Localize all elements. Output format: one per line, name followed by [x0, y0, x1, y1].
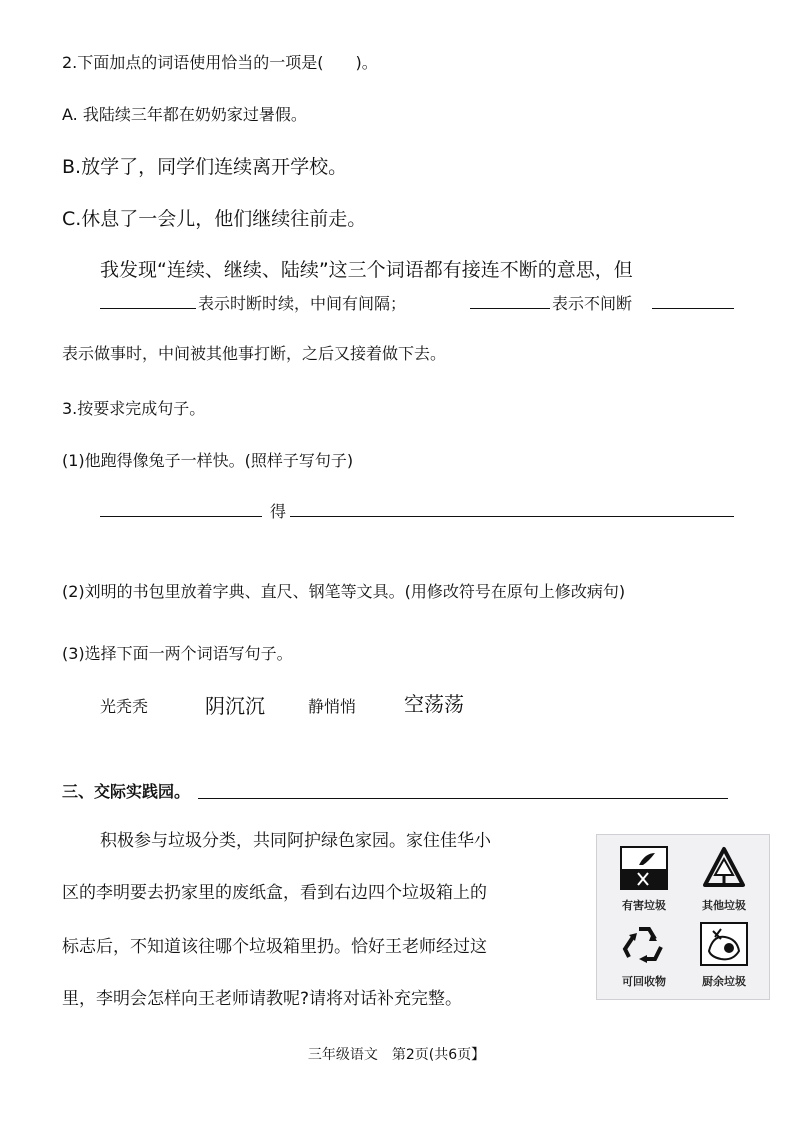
discovery-line1: 我发现“连续、继续、陆续”这三个词语都有接连不断的意思，但: [100, 259, 633, 281]
word-3: 静悄悄: [308, 697, 357, 716]
sign-other: [687, 845, 761, 913]
discovery-mid1: 表示时断时续，中间有间隔；: [198, 294, 407, 313]
para-line3: 标志后，不知道该往哪个垃圾箱里扔。恰好王老师经过这: [62, 937, 487, 957]
sign-hazardous-label: 有害垃圾: [622, 899, 666, 912]
q3-title: 3.按要求完成句子。: [62, 399, 206, 418]
section3-heading: 三、交际实践园。: [62, 782, 191, 801]
discovery-mid2: 表示不间断: [552, 294, 633, 313]
item1-blank-right[interactable]: [290, 516, 734, 517]
sign-recyclable: [607, 921, 681, 989]
q2-option-b: B.放学了，同学们连续离开学校。: [62, 156, 348, 178]
q2-option-c: C.休息了一会儿，他们继续往前走。: [62, 208, 367, 230]
sign-other-label: 其他垃圾: [702, 899, 746, 912]
section3-rule: [198, 798, 728, 799]
para-line2: 区的李明要去扔家里的废纸盒，看到右边四个垃圾箱上的: [62, 883, 487, 903]
q2-option-a: A. 我陆续三年都在奶奶家过暑假。: [62, 105, 307, 124]
item1-mid: 得: [270, 502, 287, 521]
blank-3[interactable]: [652, 308, 734, 309]
sign-kitchen-label: 厨余垃圾: [702, 975, 746, 988]
word-4: 空荡荡: [404, 692, 464, 716]
item1-blank-left[interactable]: [100, 516, 262, 517]
sign-hazardous: [607, 845, 681, 913]
word-1: 光秃秃: [100, 697, 149, 716]
hazardous-waste-icon: [619, 845, 669, 891]
waste-sign-panel: [596, 834, 770, 1000]
other-waste-icon: [699, 845, 749, 891]
para-line4: 里，李明会怎样向王老师请教呢?请将对话补充完整。: [62, 989, 463, 1009]
kitchen-waste-icon: [699, 921, 749, 967]
q3-item3: (3)选择下面一两个词语写句子。: [62, 644, 293, 663]
q2-question: 2.下面加点的词语使用恰当的一项是( )。: [62, 53, 378, 72]
recycle-icon: [619, 921, 669, 967]
page-footer: 三年级语文 第2页(共6页】: [307, 1047, 486, 1063]
discovery-line3: 表示做事时，中间被其他事打断，之后又接着做下去。: [62, 344, 447, 363]
q3-item1: (1)他跑得像兔子一样快。(照样子写句子): [62, 451, 354, 470]
blank-2[interactable]: [470, 308, 550, 309]
blank-1[interactable]: [100, 308, 196, 309]
sign-kitchen: [687, 921, 761, 989]
para-line1: 积极参与垃圾分类，共同阿护绿色家园。家住佳华小: [100, 831, 491, 851]
q3-item2: (2)刘明的书包里放着字典、直尺、钢笔等文具。(用修改符号在原句上修改病句): [62, 582, 626, 601]
word-2: 阴沉沉: [205, 694, 265, 718]
sign-recyclable-label: 可回收物: [622, 975, 666, 988]
